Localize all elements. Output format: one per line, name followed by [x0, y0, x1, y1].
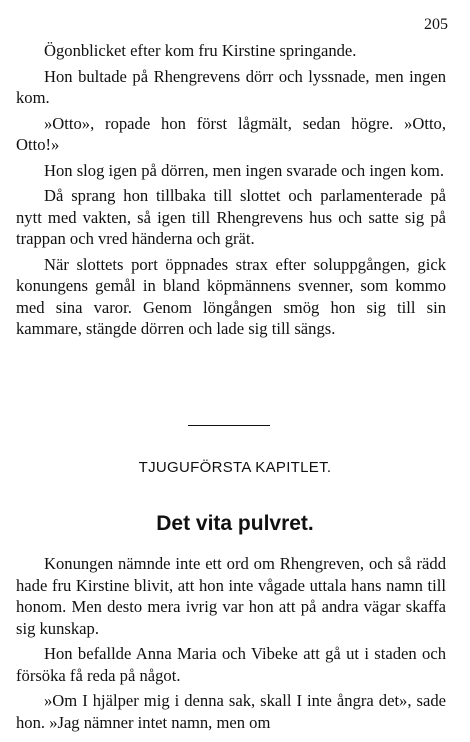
- paragraph: Hon befallde Anna Maria och Vibeke att gå ut i staden och försöka få reda på något.: [16, 644, 446, 685]
- paragraph: Konungen nämnde inte ett ord om Rhengreven, och så rädd hade fru Kirstine blivit, att hon inte vågade uttala hans namn till honom. Men desto mera ivrig var hon att på andra vägar skaffa sig kunskap.: [16, 554, 446, 638]
- paragraph: »Otto», ropade hon först lågmält, sedan högre. »Otto, Otto!»: [16, 113, 446, 154]
- section-divider: [188, 425, 270, 426]
- paragraph: Hon bultade på Rhengrevens dörr och lyssnade, men ingen kom.: [16, 66, 446, 107]
- paragraph: »Om I hjälper mig i denna sak, skall I inte ångra det», sade hon. »Jag nämner intet namn, men om: [16, 691, 446, 732]
- paragraph: Då sprang hon tillbaka till slottet och parlamenterade på nytt med vakten, så igen till Rhengrevens hus och satte sig på trappan och vred händerna och grät.: [16, 186, 446, 248]
- chapter-label: TJUGUFÖRSTA KAPITLET.: [138, 459, 332, 476]
- text-block-top: [16, 40, 446, 340]
- text-block-bottom: [16, 553, 446, 733]
- page-number: 205: [424, 16, 448, 33]
- paragraph: Ögonblicket efter kom fru Kirstine springande.: [44, 41, 357, 60]
- paragraph: Hon slog igen på dörren, men ingen svarade och ingen kom.: [44, 160, 444, 180]
- chapter-title: Det vita pulvret.: [156, 512, 314, 535]
- paragraph: När slottets port öppnades strax efter soluppgången, gick konungens gemål in bland köpmännens svenner, som kommo med sina varor. Genom löngången smög hon sig till sin kammare, stängde dörren och lade sig till sängs.: [16, 254, 446, 338]
